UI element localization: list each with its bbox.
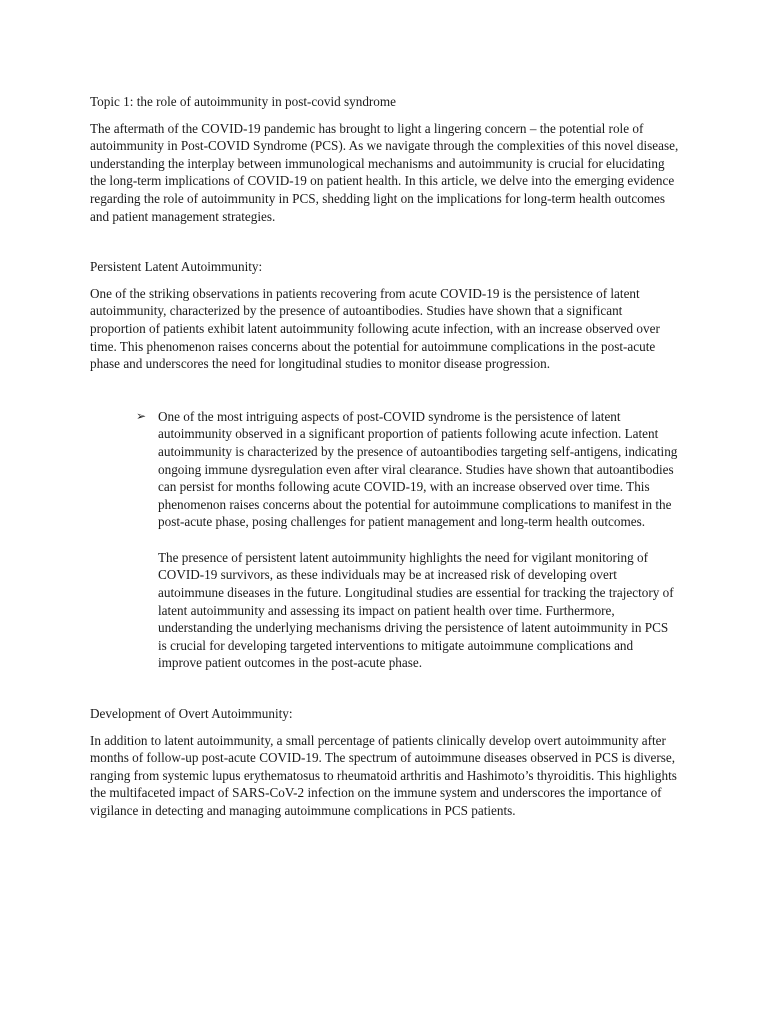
section-heading-persistent-latent: Persistent Latent Autoimmunity: — [90, 259, 263, 275]
section-body-overt: In addition to latent autoimmunity, a small percentage of patients clinically develop overt autoimmunity after months of follow-up post-acute COVID-19. The spectrum of autoimmune diseases observed in PCS is diverse, ranging from systemic lupus erythematosus to rheumatoid arthritis and Hashimoto’s thyroiditis. This highlights the multifaceted impact of SARS-CoV-2 infection on the immune system and underscores the importance of vigilance in detecting and managing autoimmune complications in PCS patients. — [90, 732, 677, 818]
topic-title: Topic 1: the role of autoimmunity in post-covid syndrome — [90, 94, 397, 109]
intro-paragraph: The aftermath of the COVID-19 pandemic has brought to light a lingering concern – the potential role of autoimmunity in Post-COVID Syndrome (PCS). As we navigate through the complexities of this novel disease, understanding the interplay between immunological mechanisms and autoimmunity is crucial for elucidating the long-term implications of COVID-19 on patient health. In this article, we delve into the emerging evidence regarding the role of autoimmunity in PCS, shedding light on the implications for long-term health outcomes and patient management strategies. — [90, 120, 679, 224]
bullet-item — [90, 408, 678, 672]
bullet-paragraph-2: The presence of persistent latent autoimmunity highlights the need for vigilant monitoring of COVID-19 survivors, as these individuals may be at increased risk of developing overt autoimmune diseases in the future. Longitudinal studies are essential for tracking the trajectory of latent autoimmunity and assessing its impact on patient health over time. Furthermore, understanding the underlying mechanisms driving the persistence of latent autoimmunity in PCS is crucial for developing targeted interventions to mitigate autoimmune complications and improve patient outcomes in the post-acute phase. — [158, 549, 674, 671]
document-page — [90, 93, 680, 820]
section-body-persistent-latent: One of the striking observations in patients recovering from acute COVID-19 is the persistence of latent autoimmunity, characterized by the presence of autoantibodies. Studies have shown that a significant proportion of patients exhibit latent autoimmunity following acute infection, with an increase observed over time. This phenomenon raises concerns about the potential for autoimmune complications in the post-acute phase and underscores the need for longitudinal studies to monitor disease progression. — [90, 285, 660, 372]
section-heading-overt: Development of Overt Autoimmunity: — [90, 706, 293, 722]
bullet-paragraph-1: One of the most intriguing aspects of post-COVID syndrome is the persistence of latent autoimmunity observed in a significant proportion of patients following acute infection. Latent autoimmunity is characterized by the presence of autoantibodies targeting self-antigens, indicating ongoing immune dysregulation even after viral clearance. Studies have shown that autoantibodies can persist for months following acute COVID-19, with an increase observed over time. This phenomenon raises concerns about the potential for autoimmune complications to manifest in the post-acute phase, posing challenges for patient management and long-term health outcomes. — [158, 408, 678, 530]
arrow-bullet-icon: ➢ — [136, 408, 147, 423]
